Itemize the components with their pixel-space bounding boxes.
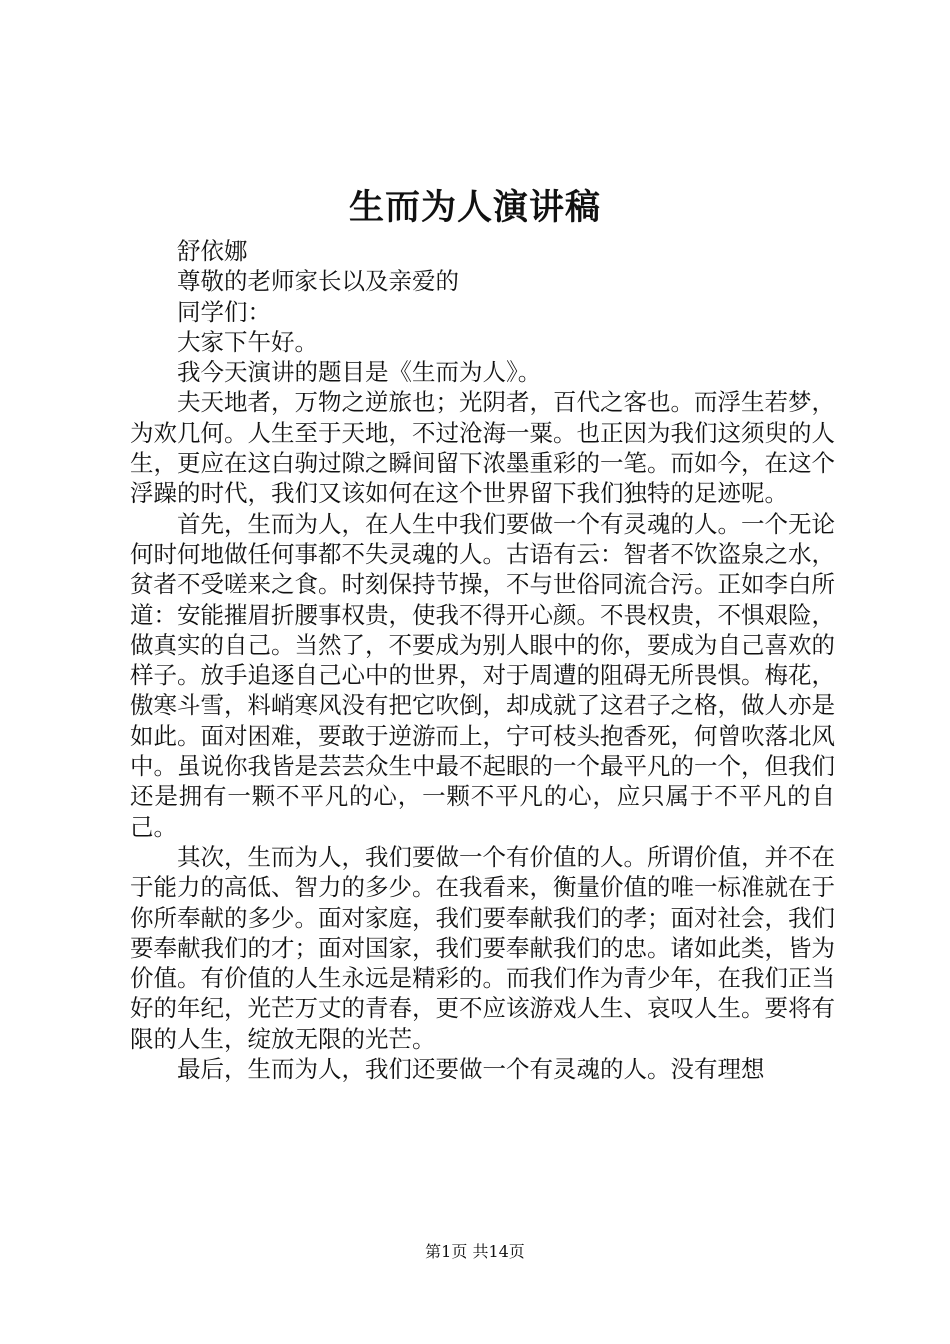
body-paragraph: 最后，生而为人，我们还要做一个有灵魂的人。没有理想 <box>177 1055 765 1084</box>
body-paragraph: 其次，生而为人，我们要做一个有价值的人。所谓价值，并不在于能力的高低、智力的多少。在我看来，衡量价值的唯一标准就在于你所奉献的多少。面对家庭，我们要奉献我们的孝；面对社会，我们要奉献我们的才；面对国家，我们要奉献我们的忠。诸如此类，皆为价值。有价值的人生永远是精彩的。而我们作为青少年，在我们正当好的年纪，光芒万丈的青春，更不应该游戏人生、哀叹人生。要将有限的人生，绽放无限的光芒。 <box>130 842 835 1053</box>
topic-line: 我今天演讲的题目是《生而为人》。 <box>177 358 542 387</box>
page-footer: 第1页 共14页 <box>425 1242 525 1261</box>
body-paragraph: 首先，生而为人，在人生中我们要做一个有灵魂的人。一个无论何时何地做任何事都不失灵魂的人。古语有云：智者不饮盗泉之水，贫者不受嗟来之食。时刻保持节操，不与世俗同流合污。正如李白所道：安能摧眉折腰事权贵，使我不得开心颜。不畏权贵，不惧艰险，做真实的自己。当然了，不要成为别人眼中的你，要成为自己喜欢的样子。放手追逐自己心中的世界，对于周遭的阻碍无所畏惧。梅花，傲寒斗雪，料峭寒风没有把它吹倒，却成就了这君子之格，做人亦是如此。面对困难，要敢于逆游而上，宁可枝头抱香死，何曾吹落北风中。虽说你我皆是芸芸众生中最不起眼的一个最平凡的一个，但我们还是拥有一颗不平凡的心，一颗不平凡的心，应只属于不平凡的自己。 <box>130 509 835 841</box>
author-line: 舒依娜 <box>177 237 248 265</box>
greeting-line: 大家下午好。 <box>177 327 318 356</box>
salutation-line: 同学们： <box>177 297 271 326</box>
salutation-line: 尊敬的老师家长以及亲爱的 <box>177 267 459 296</box>
body-paragraph: 夫天地者，万物之逆旅也；光阴者，百代之客也。而浮生若梦，为欢几何。人生至于天地，不过沧海一粟。也正因为我们这须臾的人生，更应在这白驹过隙之瞬间留下浓墨重彩的一笔。而如今，在这个浮躁的时代，我们又该如何在这个世界留下我们独特的足迹呢。 <box>130 388 835 508</box>
page-title: 生而为人演讲稿 <box>348 187 601 228</box>
document-body <box>130 236 835 1084</box>
